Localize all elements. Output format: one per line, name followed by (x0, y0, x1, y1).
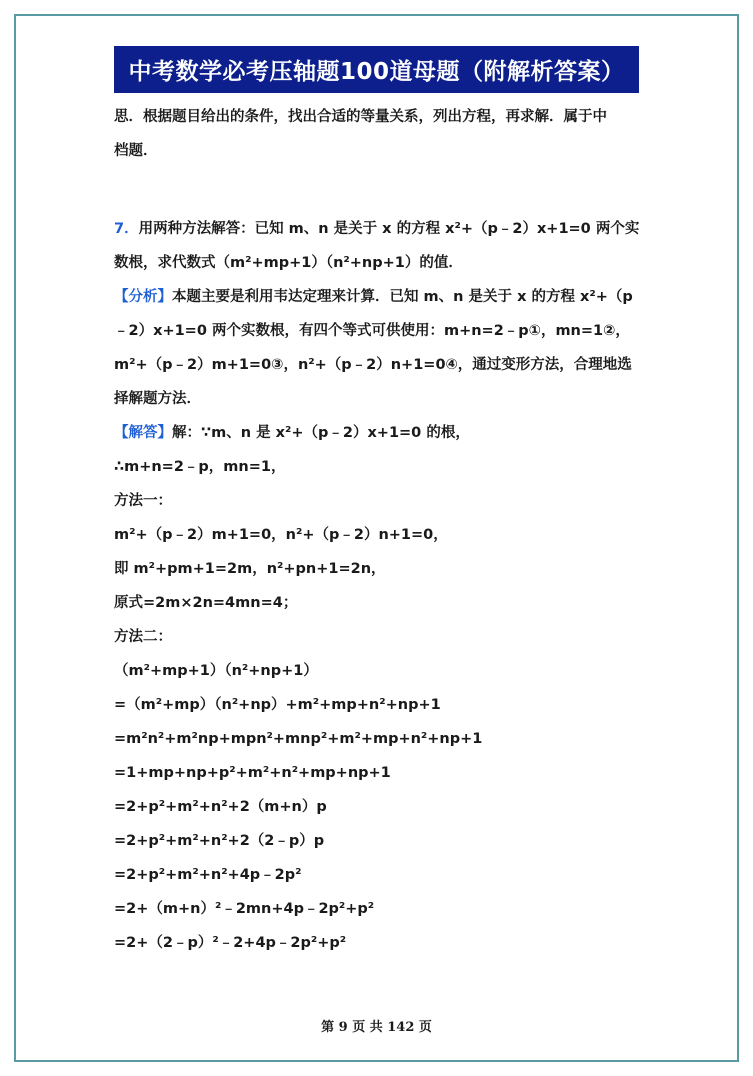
solution-line: =2+p²+m²+n²+2（2﹣p）p (114, 833, 325, 849)
question-text: 用两种方法解答：已知 m、n 是关于 x 的方程 x²+（p﹣2）x+1=0 两个实 (138, 221, 640, 237)
solution-line: =2+（2﹣p）²﹣2+4p﹣2p²+p² (114, 935, 347, 951)
question-line: 数根，求代数式（m²+mp+1）（n²+np+1）的值． (114, 255, 463, 271)
question-number: 7． (114, 221, 139, 237)
solution-line: =m²n²+m²np+mpn²+mnp²+m²+mp+n²+np+1 (114, 731, 483, 747)
analysis-text: 本题主要是利用韦达定理来计算．已知 m、n 是关于 x 的方程 x²+（p (172, 289, 633, 305)
question-line (114, 212, 644, 246)
solution-line: =2+（m+n）²﹣2mn+4p﹣2p²+p² (114, 901, 375, 917)
solution-line: 方法二： (114, 629, 172, 645)
page-number-footer: 第 9 页 共 142 页 (321, 1020, 432, 1035)
solution-line: m²+（p﹣2）m+1=0，n²+（p﹣2）n+1=0， (114, 527, 448, 543)
solution-line: （m²+mp+1）（n²+np+1） (114, 663, 318, 679)
solution-line: =2+p²+m²+n²+2（m+n）p (114, 799, 327, 815)
analysis-line: ﹣2）x+1=0 两个实数根，有四个等式可供使用：m+n=2﹣p①，mn=1②， (114, 323, 630, 339)
page-title: 中考数学必考压轴题100道母题（附解析答案） (114, 46, 638, 93)
intro-line: 思．根据题目给出的条件，找出合适的等量关系，列出方程，再求解．属于中 (114, 109, 607, 125)
analysis-line: m²+（p﹣2）m+1=0③，n²+（p﹣2）n+1=0④，通过变形方法，合理地选 (114, 357, 632, 373)
analysis-tag: 【分析】 (114, 289, 172, 305)
spacer (114, 168, 644, 212)
solution-line: =（m²+mp）（n²+np）+m²+mp+n²+np+1 (114, 697, 441, 713)
title-banner (0, 46, 753, 93)
solution-line: 即 m²+pm+1=2m，n²+pn+1=2n， (114, 561, 386, 577)
solution-line: 方法一： (114, 493, 172, 509)
solution-line (114, 416, 644, 450)
solution-line: =1+mp+np+p²+m²+n²+mp+np+1 (114, 765, 391, 781)
solution-line: ∴m+n=2﹣p，mn=1， (114, 459, 286, 475)
solution-line: 原式=2m×2n=4mn=4； (114, 595, 298, 611)
analysis-line: 择解题方法． (114, 391, 201, 407)
analysis-line (114, 280, 644, 314)
intro-line: 档题． (114, 143, 158, 159)
solution-text: 解：∵m、n 是 x²+（p﹣2）x+1=0 的根， (172, 425, 470, 441)
solution-line: =2+p²+m²+n²+4p﹣2p² (114, 867, 302, 883)
solution-tag: 【解答】 (114, 425, 172, 441)
document-body (114, 100, 644, 960)
